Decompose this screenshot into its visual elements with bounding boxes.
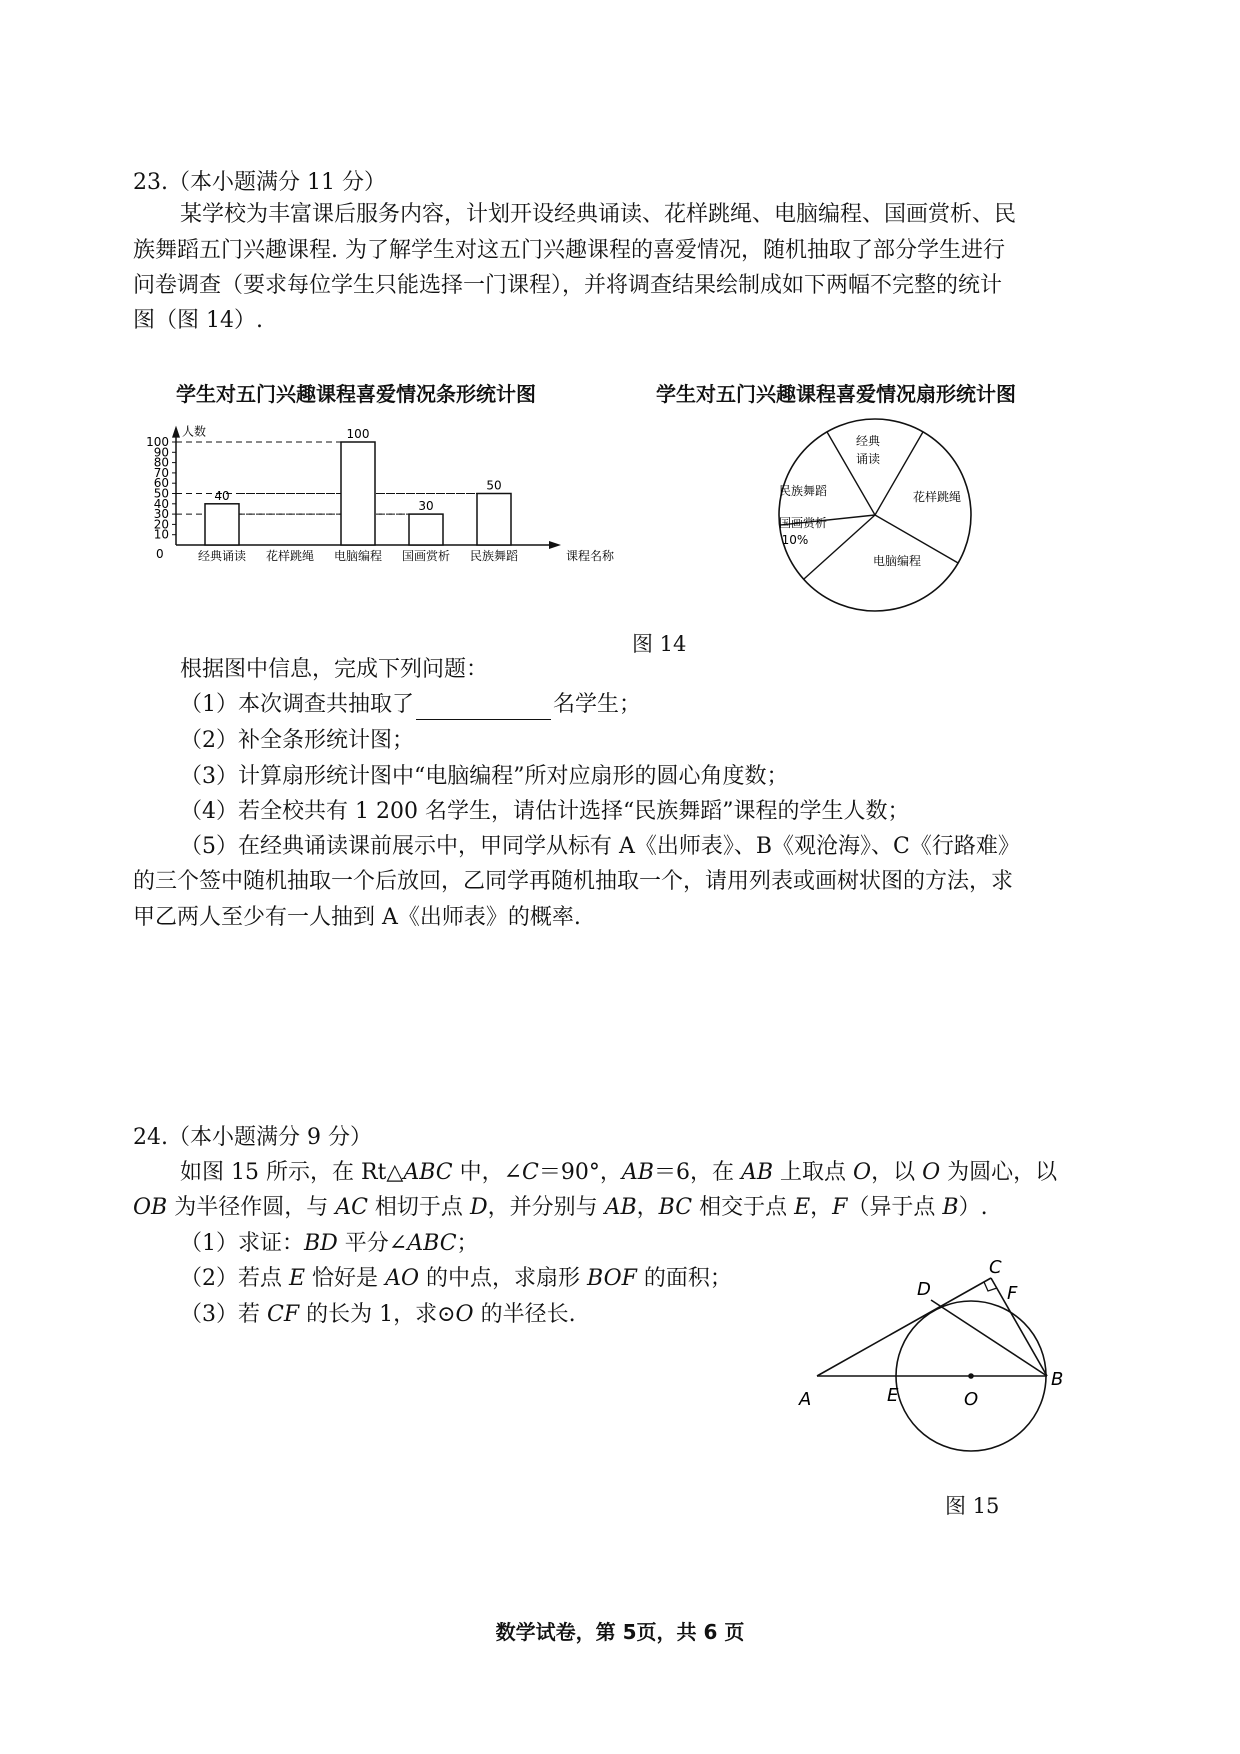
q24-sub1: （1）求证：BD 平分∠ABC； xyxy=(180,1231,479,1256)
point-o-label: O xyxy=(964,1389,979,1410)
bar-chart-title: 学生对五门兴趣课程喜爱情况条形统计图 xyxy=(176,382,536,406)
pie-slice-label: 电脑编程 xyxy=(872,554,922,568)
bar-value-label: 30 xyxy=(418,499,434,514)
figure-15-caption: 图 15 xyxy=(945,1494,1000,1518)
q23-sub3: （3）计算扇形统计图中“电脑编程”所对应扇形的圆心角度数； xyxy=(180,764,789,789)
q24-para-line: 如图 15 所示，在 Rt△ABC 中，∠C＝90°，AB＝6，在 AB 上取点 O，以 O 为圆心，以 xyxy=(180,1160,1058,1185)
point-a-label: A xyxy=(799,1389,812,1410)
y-tick-label: 60 xyxy=(153,476,169,491)
y-tick-label: 70 xyxy=(153,465,169,480)
bar xyxy=(341,442,375,545)
x-tick-label: 国画赏析 xyxy=(401,549,451,563)
bar-value-label: 50 xyxy=(486,478,502,493)
x-tick-label: 民族舞蹈 xyxy=(469,549,519,563)
q23-sub5: 的三个签中随机抽取一个后放回，乙同学再随机抽取一个，请用列表或画树状图的方法，求 xyxy=(133,869,1014,894)
y-tick-label: 30 xyxy=(153,507,169,522)
bar xyxy=(409,514,443,545)
segment-ac xyxy=(817,1278,991,1376)
segment-bd xyxy=(931,1300,1047,1376)
q23-header: 23.（本小题满分 11 分） xyxy=(133,170,386,195)
point-f-label: F xyxy=(1007,1283,1018,1304)
q24-sub2: （2）若点 E 恰好是 AO 的中点，求扇形 BOF 的面积； xyxy=(180,1266,732,1291)
bar-value-label: 100 xyxy=(346,427,370,441)
pie-slice-label: 民族舞蹈 xyxy=(778,484,828,498)
pie-slice-label: 花样跳绳 xyxy=(912,490,962,504)
q23-sub5: （5）在经典诵读课前展示中，甲同学从标有 A《出师表》、B《观沧海》、C《行路难》 xyxy=(180,834,1020,859)
q23-sub5: 甲乙两人至少有一人抽到 A《出师表》的概率. xyxy=(133,905,581,930)
point-e-label: E xyxy=(887,1385,899,1406)
point-d-label: D xyxy=(917,1279,931,1300)
y-axis-label: 人数 xyxy=(182,424,207,439)
bar-value-label: 40 xyxy=(214,488,230,503)
y-tick-label: 10 xyxy=(153,527,169,542)
pie-chart xyxy=(765,405,985,625)
q23-sub2: （2）补全条形统计图； xyxy=(180,728,414,753)
y-axis-arrow xyxy=(172,426,180,438)
q24-para-line: OB 为半径作圆，与 AC 相切于点 D，并分别与 AB，BC 相交于点 E，F（异于点 B）. xyxy=(133,1195,988,1220)
q23-para-line: 图（图 14）. xyxy=(133,308,263,333)
x-tick-label: 电脑编程 xyxy=(333,549,383,563)
point-c-label: C xyxy=(989,1257,1002,1278)
point-b-label: B xyxy=(1051,1369,1064,1390)
y-tick-label: 50 xyxy=(153,486,169,501)
q23-sub4: （4）若全校共有 1 200 名学生，请估计选择“民族舞蹈”课程的学生人数； xyxy=(180,799,910,824)
figure-15-geometry xyxy=(795,1255,1085,1465)
pie-slice-label-part: 经典 xyxy=(855,434,881,448)
segment-cb xyxy=(991,1278,1047,1376)
page-footer: 数学试卷，第 5页，共 6 页 xyxy=(495,1620,745,1644)
q23-sub1: （1）本次调查共抽取了 名学生； xyxy=(180,690,1160,720)
x-axis-arrow xyxy=(549,541,561,549)
x-axis-label: 课程名称 xyxy=(566,549,615,563)
origin-label: 0 xyxy=(156,547,164,561)
q24-sub3: （3）若 CF 的长为 1，求⊙O 的半径长. xyxy=(180,1302,576,1327)
y-tick-label: 40 xyxy=(153,496,169,511)
q23-para-line: 某学校为丰富课后服务内容，计划开设经典诵读、花样跳绳、电脑编程、国画赏析、民 xyxy=(180,202,1017,227)
q23-para-line: 问卷调查（要求每位学生只能选择一门课程），并将调查结果绘制成如下两幅不完整的统计 xyxy=(133,273,1003,298)
x-tick-label: 经典诵读 xyxy=(197,549,247,563)
bar xyxy=(205,504,239,545)
figure-14-caption: 图 14 xyxy=(632,632,687,656)
pie-slice-label: 国画赏析 xyxy=(778,516,828,530)
y-tick-label: 20 xyxy=(153,517,169,532)
x-tick-label: 花样跳绳 xyxy=(265,549,315,563)
q23-para-line: 族舞蹈五门兴趣课程. 为了解学生对这五门兴趣课程的喜爱情况，随机抽取了部分学生进行 xyxy=(133,238,1005,263)
bar xyxy=(477,494,511,546)
y-tick-label: 100 xyxy=(146,435,169,449)
y-tick-label: 90 xyxy=(153,445,169,460)
center-dot xyxy=(968,1373,974,1379)
bar-chart xyxy=(140,400,640,630)
pie-slice-label-part: 诵读 xyxy=(855,452,881,466)
q23-intro: 根据图中信息，完成下列问题： xyxy=(180,657,489,682)
y-tick-label: 80 xyxy=(153,455,169,470)
answer-blank xyxy=(416,697,551,720)
pie-chart-title: 学生对五门兴趣课程喜爱情况扇形统计图 xyxy=(656,382,1016,406)
q24-header: 24.（本小题满分 9 分） xyxy=(133,1125,372,1150)
pie-slice-percent: 10% xyxy=(781,533,809,547)
